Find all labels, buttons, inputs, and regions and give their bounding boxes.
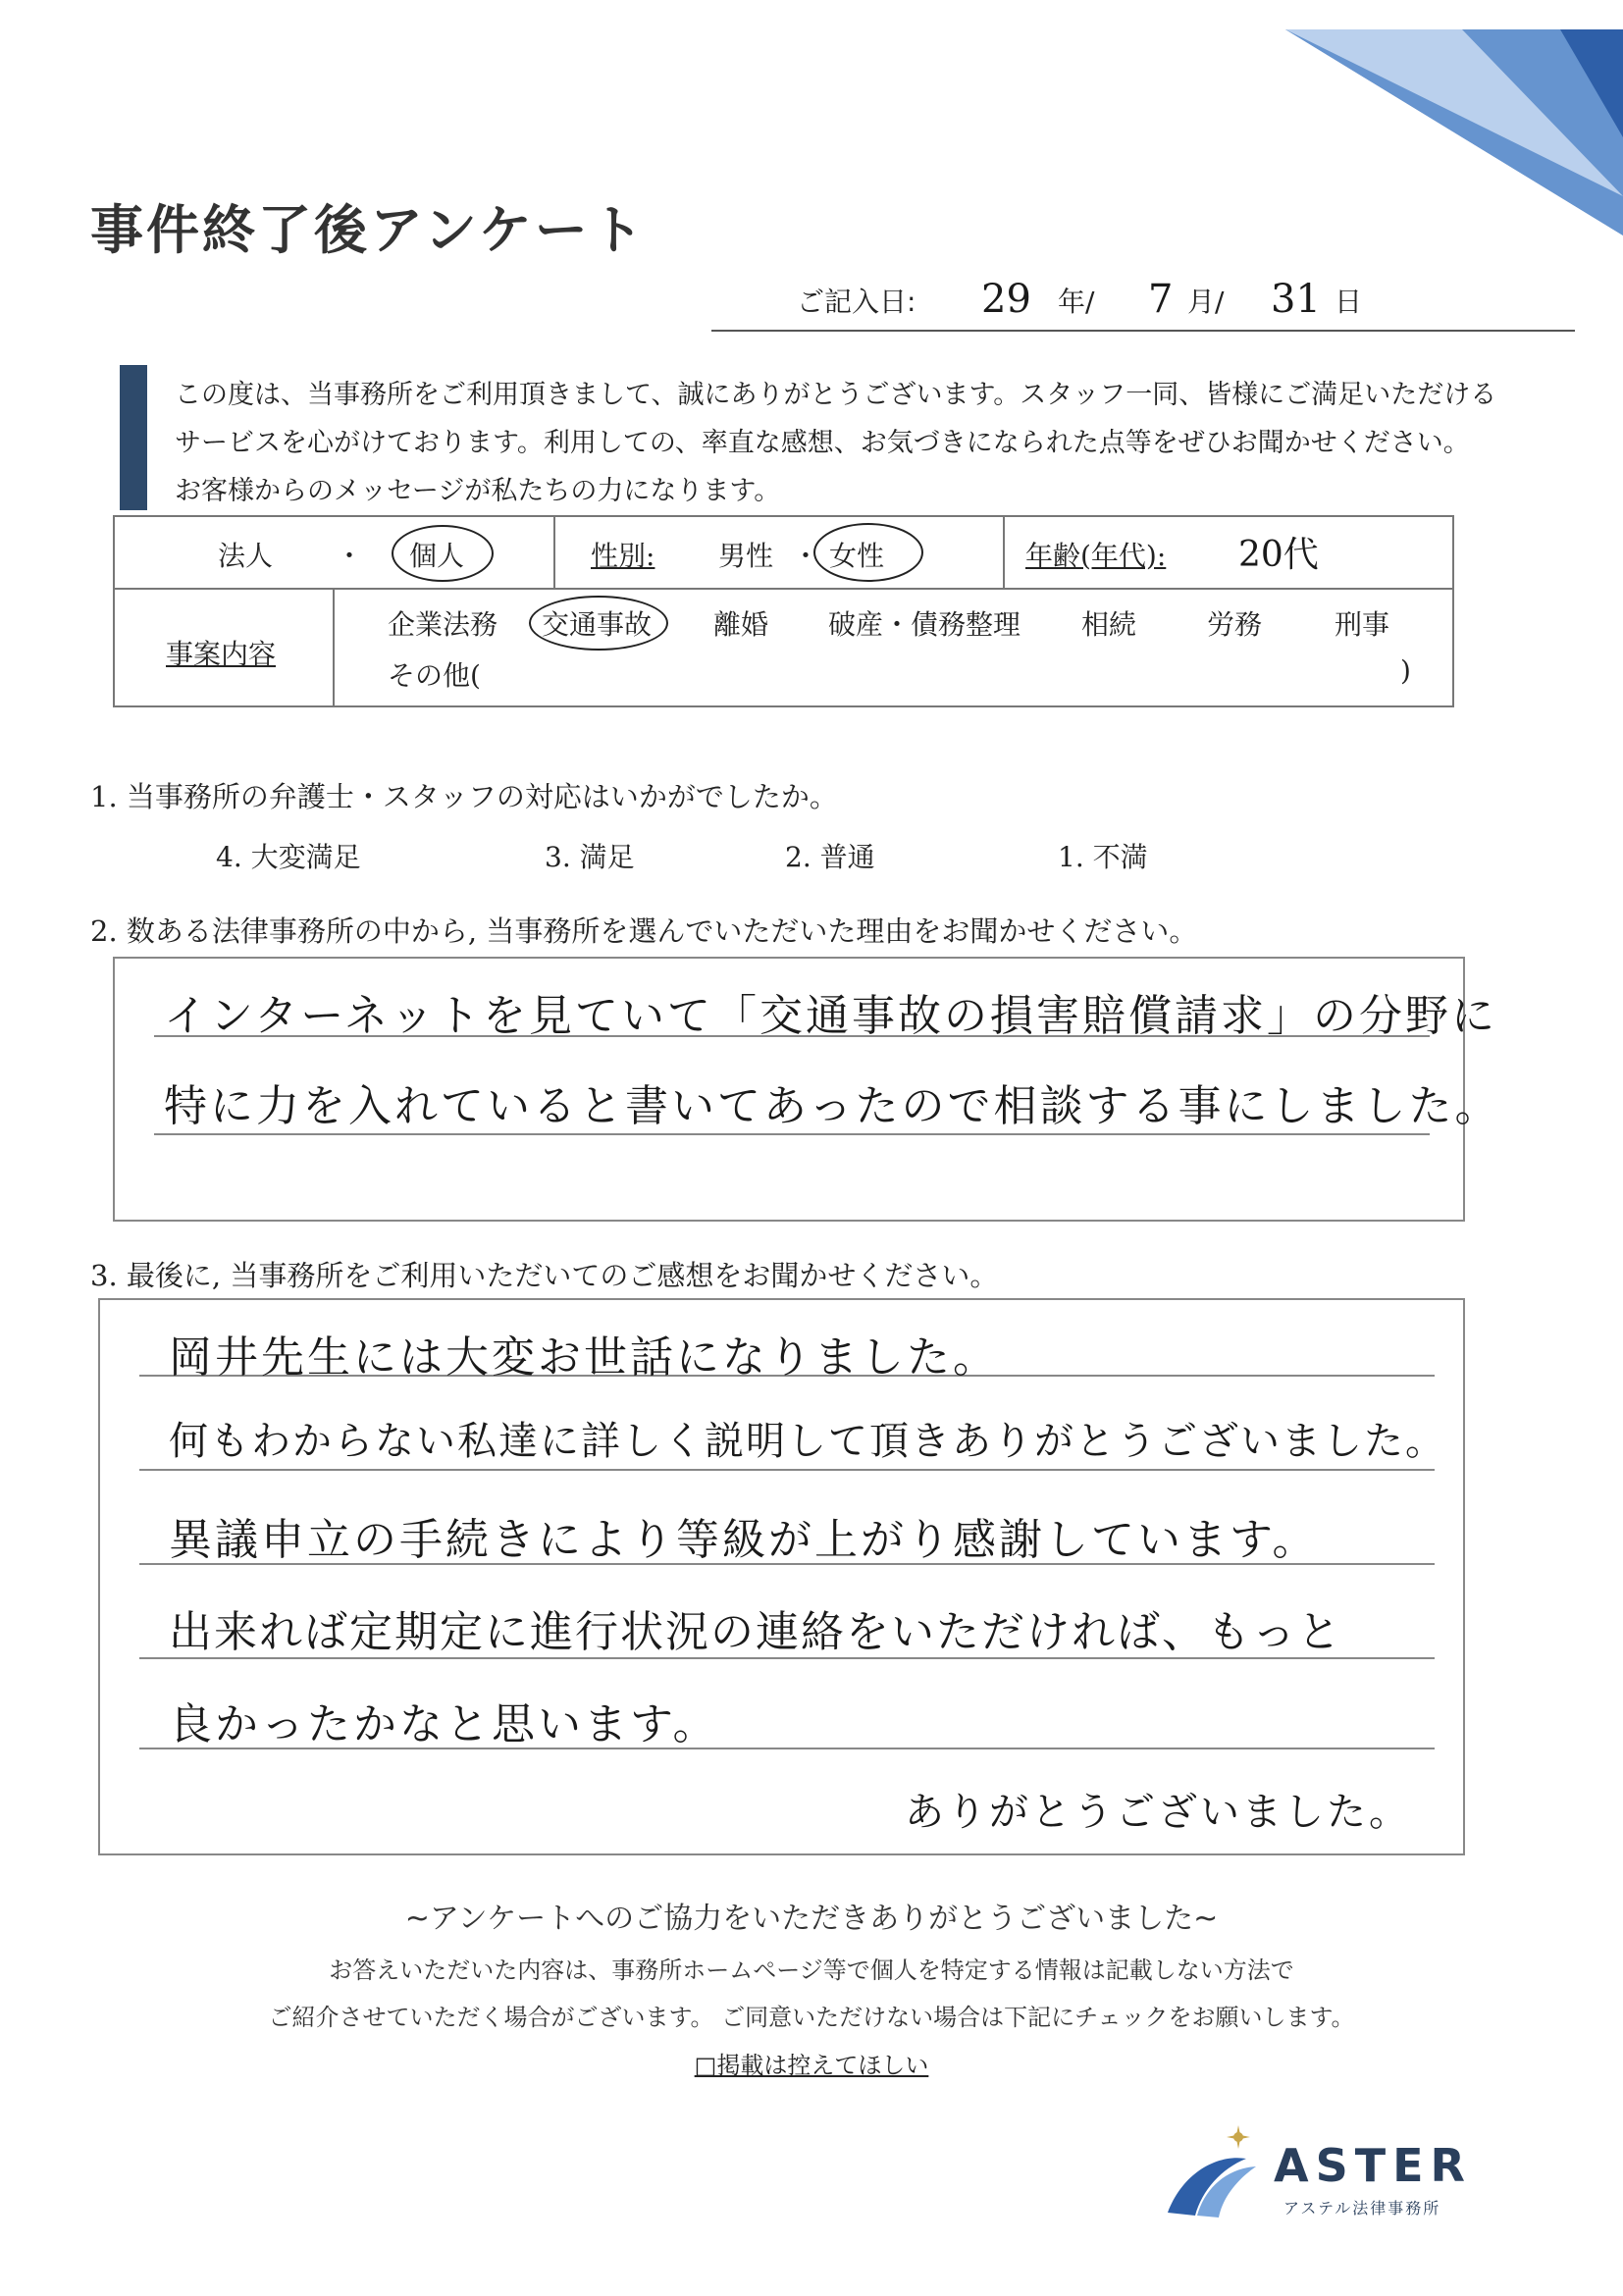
age-label: 年齢(年代): [1025,540,1167,572]
table-divider [333,588,335,705]
gender-male-option[interactable]: 男性 [718,540,774,572]
intro-message [175,371,1548,515]
client-corporate-option[interactable]: 法人 [218,540,274,572]
case-option-corporate-law[interactable]: 企業法務 [388,608,498,641]
logo-mark-icon [1158,2119,1271,2227]
selected-circle-mark [392,525,494,582]
optout-checkbox[interactable] [0,2046,1623,2080]
selected-circle-mark [529,596,668,651]
intro-accent-bar [120,365,147,510]
q3-answer-line: 岡井先生には大変お世話になりました。 [169,1332,999,1383]
case-option-bankruptcy[interactable]: 破産・債務整理 [828,608,1021,641]
optout-checkbox-label[interactable]: □掲載は控えてほしい [694,2052,929,2079]
q1-option-very-satisfied[interactable]: 4. 大変満足 [216,841,361,873]
footer-note: ご紹介させていただく場合がございます。 ご同意いただけない場合は下記にチェックをお願いします。 [268,2004,1355,2031]
answer-rule [139,1469,1435,1471]
thanks-message: ~アンケートへのご協力をいただきありがとうございました~ [404,1902,1219,1936]
info-table [113,515,1454,707]
corner-decoration [1266,0,1623,235]
gender-female-option[interactable]: 女性 [829,540,885,572]
date-year-value[interactable]: 29 [981,277,1031,322]
date-month-value[interactable]: 7 [1148,277,1174,322]
date-day-value[interactable]: 31 [1271,277,1321,322]
case-type-label: 事案内容 [166,638,277,670]
q1-option-dissatisfied[interactable]: 1. 不満 [1058,841,1148,873]
case-option-divorce[interactable]: 離婚 [713,608,769,641]
intro-line: お客様からのメッセージが私たちの力になります。 [175,476,781,506]
q3-closing: ありがとうございました。 [905,1790,1411,1835]
question-2-answer-box[interactable] [113,957,1501,1222]
q2-answer-line: 特に力を入れていると書いてあったので相談する事にしました。 [164,1081,1501,1131]
case-option-labor[interactable]: 労務 [1207,608,1263,641]
table-divider [115,588,1452,590]
q3-answer-line: 出来れば定期定に進行状況の連絡をいただければ、もっと [169,1607,1342,1657]
footer-note: お答えいただいた内容は、事務所ホームページ等で個人を特定する情報は記載しない方法で [329,1957,1294,1984]
case-option-other[interactable]: その他( [388,659,481,692]
q2-answer-line: インターネットを見ていて「交通事故の損害賠償請求」の分野に [164,991,1498,1041]
intro-line: この度は、当事務所をご利用頂きまして、誠にありがとうございます。スタッフ一同、皆様にご満足いただける [175,380,1497,410]
date-row [785,277,1570,326]
selected-circle-mark [813,523,923,582]
table-divider [1003,517,1005,588]
case-other-close: ) [1400,654,1411,687]
question-3-answer-box[interactable] [98,1298,1465,1855]
separator-dot: ・ [336,540,364,572]
date-day-unit: 日 [1335,286,1363,318]
date-underline [711,330,1575,332]
question-1-title: 1. 当事務所の弁護士・スタッフの対応はいかがでしたか。 [90,780,838,813]
logo-name: ASTER [1274,2139,1472,2192]
date-month-unit: 月/ [1187,286,1225,318]
question-3-title: 3. 最後に, 当事務所をご利用いただいてのご感想をお聞かせください。 [90,1259,999,1292]
q3-answer-line: 何もわからない私達に詳しく説明して頂きありがとうございました。 [169,1419,1446,1464]
date-label: ご記入日: [797,286,916,318]
logo-subtitle: アステル法律事務所 [1283,2199,1441,2218]
separator-dot: ・ [792,540,820,572]
client-individual-option[interactable]: 個人 [409,540,465,572]
age-value[interactable]: 20代 [1238,535,1319,575]
case-option-criminal[interactable]: 刑事 [1335,608,1390,641]
q3-answer-line: 良かったかなと思います。 [169,1699,719,1749]
intro-line: サービスを心がけております。利用しての、率直な感想、お気づきになられた点等をぜひお聞かせください。 [175,428,1470,458]
gender-label: 性別: [591,540,655,572]
q3-answer-line: 異議申立の手続きにより等級が上がり感謝しています。 [169,1515,1319,1565]
aster-logo [1158,2119,1511,2237]
table-divider [553,517,555,588]
page-title: 事件終了後アンケート [90,198,647,261]
q1-option-satisfied[interactable]: 3. 満足 [545,841,635,873]
question-2-title: 2. 数ある法律事務所の中から, 当事務所を選んでいただいた理由をお聞かせください。 [90,914,1198,948]
date-year-unit: 年/ [1058,286,1095,318]
case-option-traffic-accident[interactable]: 交通事故 [542,608,653,641]
case-option-inheritance[interactable]: 相続 [1081,608,1137,641]
answer-rule [154,1133,1430,1135]
q1-option-normal[interactable]: 2. 普通 [785,841,875,873]
